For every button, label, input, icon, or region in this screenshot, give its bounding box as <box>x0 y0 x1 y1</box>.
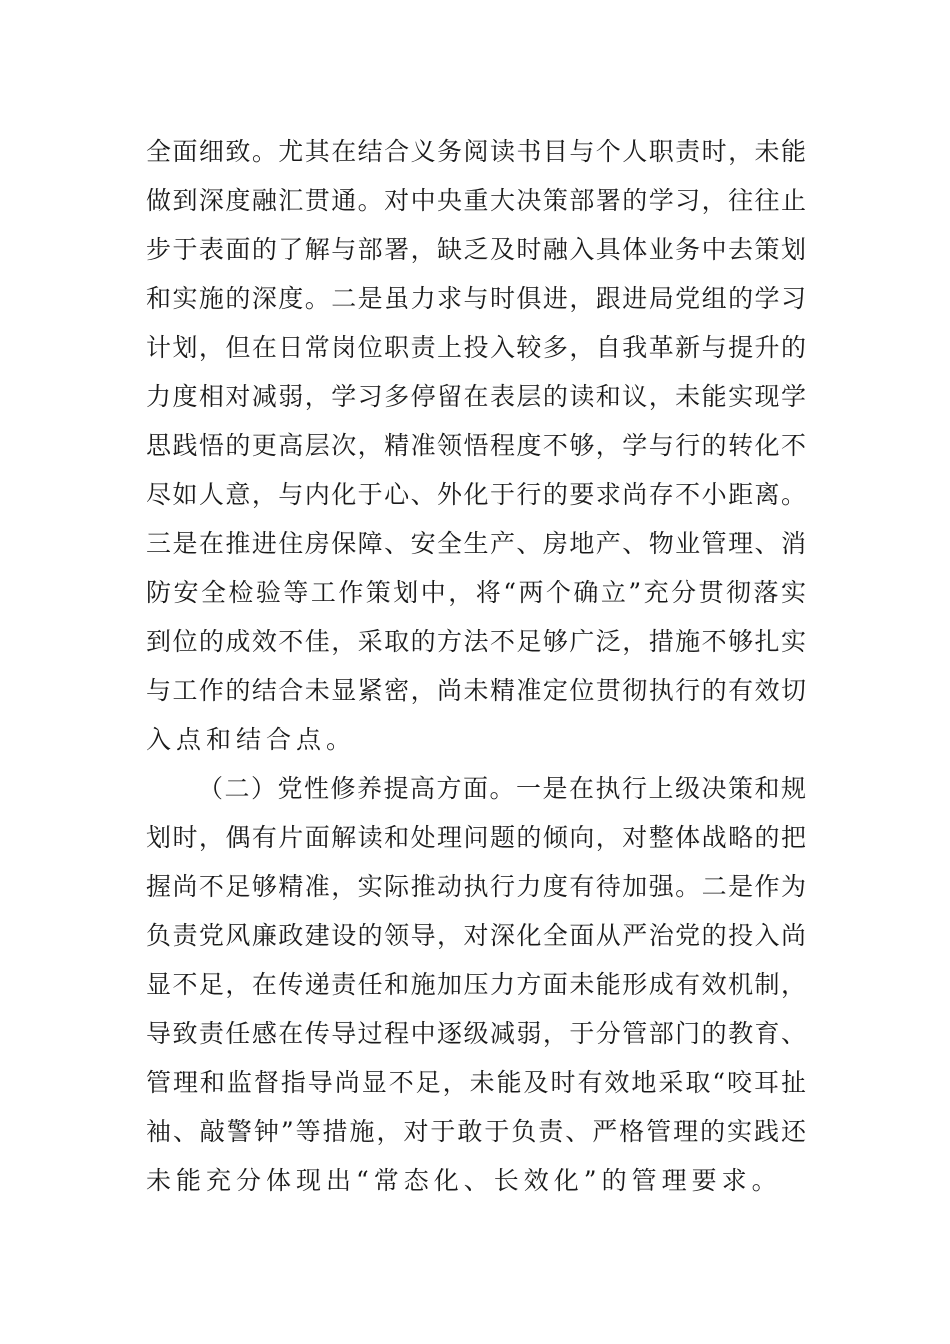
text-line: 入点和结合点。 <box>146 725 357 754</box>
text-line: 力度相对减弱，学习多停留在表层的读和议，未能实现学 <box>146 382 806 411</box>
text-line: 到位的成效不佳，采取的方法不足够广泛，措施不够扎实 <box>146 627 806 656</box>
section-heading-line: （二）党性修养提高方面。一是在执行上级决策和规 <box>198 774 806 803</box>
text-line: 步于表面的了解与部署，缺乏及时融入具体业务中去策划 <box>146 235 806 264</box>
text-line: 计划，但在日常岗位职责上投入较多，自我革新与提升的 <box>146 333 806 362</box>
text-line: 防安全检验等工作策划中，将“两个确立”充分贯彻落实 <box>146 578 806 607</box>
text-line: 划时，偶有片面解读和处理问题的倾向，对整体战略的把 <box>146 823 806 852</box>
text-line: 显不足，在传递责任和施加压力方面未能形成有效机制， <box>146 970 806 999</box>
text-line: 导致责任感在传导过程中逐级减弱，于分管部门的教育、 <box>146 1019 806 1048</box>
text-line: 管理和监督指导尚显不足，未能及时有效地采取“咬耳扯 <box>146 1068 806 1097</box>
text-line: 负责党风廉政建设的领导，对深化全面从严治党的投入尚 <box>146 921 806 950</box>
text-line: 握尚不足够精准，实际推动执行力度有待加强。二是作为 <box>146 872 806 901</box>
text-line: 三是在推进住房保障、安全生产、房地产、物业管理、消 <box>146 529 806 558</box>
text-line: 思践悟的更高层次，精准领悟程度不够，学与行的转化不 <box>146 431 806 460</box>
text-line: 与工作的结合未显紧密，尚未精准定位贯彻执行的有效切 <box>146 676 806 705</box>
text-line: 袖、敲警钟”等措施，对于敢于负责、严格管理的实践还 <box>146 1117 806 1146</box>
text-line: 全面细致。尤其在结合义务阅读书目与个人职责时，未能 <box>146 137 806 166</box>
text-line: 和实施的深度。二是虽力求与时俱进，跟进局党组的学习 <box>146 284 806 313</box>
text-line: 未能充分体现出“常态化、长效化”的管理要求。 <box>146 1166 782 1195</box>
text-line: 尽如人意，与内化于心、外化于行的要求尚存不小距离。 <box>146 480 806 509</box>
text-line: 做到深度融汇贯通。对中央重大决策部署的学习，往往止 <box>146 186 806 215</box>
